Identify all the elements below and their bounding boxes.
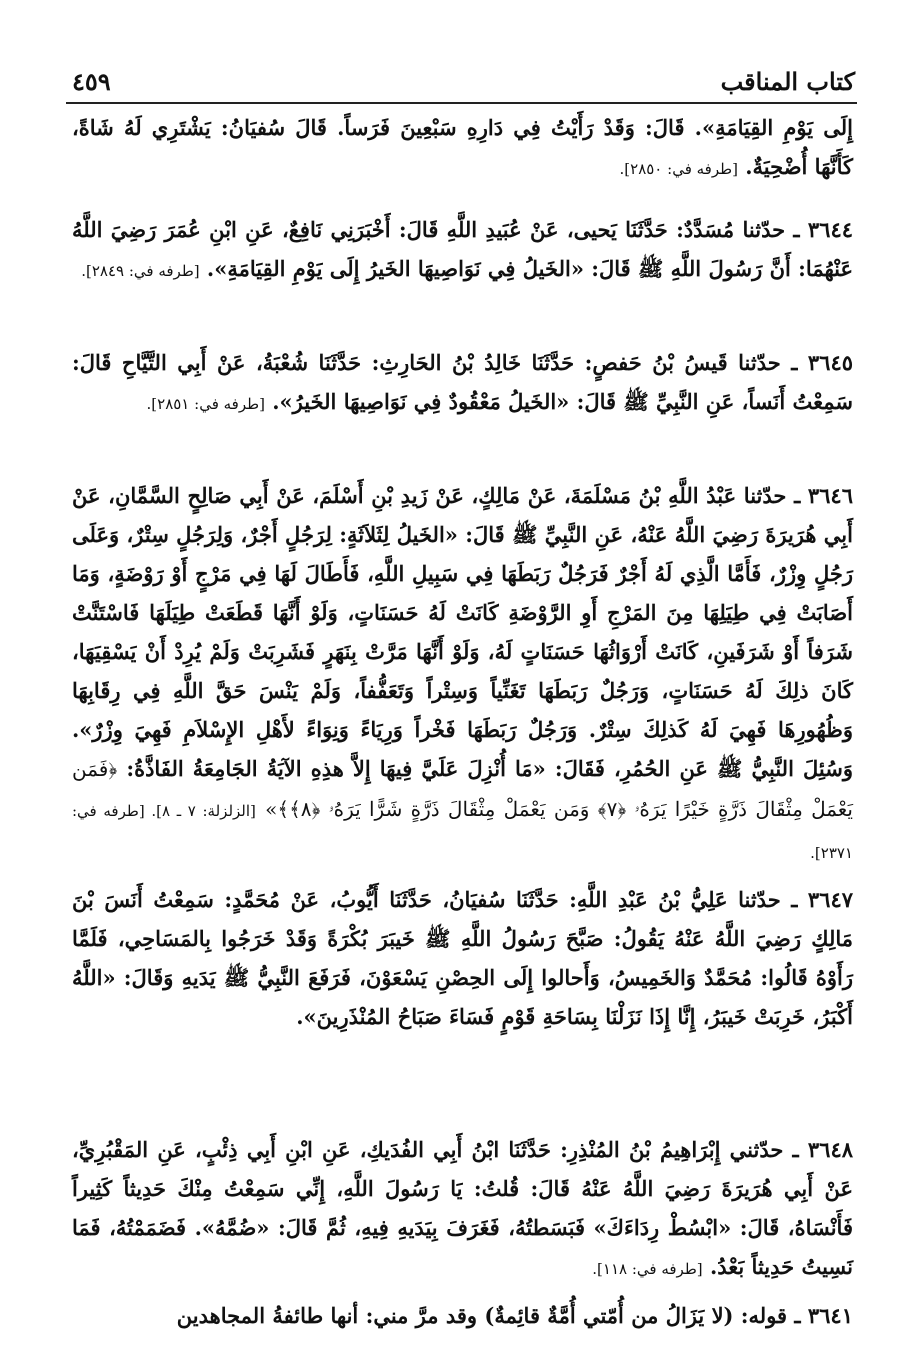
cross-reference: [طرفه في: ١١٨]. bbox=[592, 1260, 703, 1278]
hadith-number: ٣٦٤٨ ـ bbox=[792, 1137, 854, 1162]
paragraph-text: حدّثنا قَيسُ بْنُ حَفصٍ: حَدَّثَنَا خَالِدُ بْنُ الحَارِثِ: حَدَّثَنَا شُعْبَةُ، عَنْ أَبِي التَّيَّاحِ قَالَ: سَمِعْتُ أَنَساً، عَنِ النَّبِيِّ ﷺ قَالَ: «الخَيلُ مَعْقُودٌ فِي نَوَاصِيهَا الخَيرُ». bbox=[72, 350, 853, 414]
hadith-3646 bbox=[72, 476, 853, 866]
cross-reference: [طرفه في: ٢٨٤٩]. bbox=[81, 262, 200, 280]
cross-reference: [الزلزلة: ٧ ـ ٨]. [طرفه في: ٢٣٧١]. bbox=[72, 802, 853, 862]
hadith-3645 bbox=[72, 343, 853, 460]
cross-reference: [طرفه في: ٢٨٥٠]. bbox=[619, 160, 738, 178]
paragraph-text: حدّثنا عَبْدُ اللَّهِ بْنُ مَسْلَمَةَ، عَنْ مَالِكٍ، عَنْ زَيدِ بْنِ أَسْلَمَ، عَنْ أَبِي صَالِحٍ السَّمَّانِ، عَنْ أَبِي هُرَيرَةَ رَضِيَ اللَّهُ عَنْهُ، عَنِ النَّبِيِّ ﷺ قَالَ: «الخَيلُ لِثَلاَثَةٍ: لِرَجُلٍ أَجْرٌ، وَلِرَجُلٍ سِتْرٌ، وَعَلَى رَجُلٍ وِزْرٌ، فَأَمَّا الَّذِي لَهُ أَجْرٌ فَرَجُلٌ رَبَطَهَا فِي سَبِيلِ اللَّهِ، فَأَطَالَ لَهَا فِي مَرْجٍ أَوْ رَوْضَةٍ، وَمَا أَصَابَتْ فِي طِيَلِهَا مِنَ المَرْجِ أَوِ الرَّوْضَةِ كَانَتْ لَهُ حَسَنَاتٍ، وَلَوْ أَنَّهَا قَطَعَتْ طِيَلَهَا فَاسْتَنَّتْ شَرَفاً أَوْ شَرَفَينِ، كَانَتْ أَرْوَاثُهَا حَسَنَاتٍ لَهُ، وَلَوْ أَنَّهَا مَرَّتْ بِنَهَرٍ فَشَرِبَتْ وَلَمْ يُرِدْ أَنْ يَسْقِيَهَا، كَانَ ذلِكَ لَهُ حَسَنَاتٍ، وَرَجُلٌ رَبَطَهَا تَغَنِّياً وَسِتْراً وَتَعَفُّفاً، وَلَمْ يَنْسَ حَقَّ اللَّهِ فِي رِقَابِهَا وَظُهُورِهَا فَهِيَ لَهُ كَذلِكَ سِتْرٌ. وَرَجُلٌ رَبَطَهَا فَخْراً وَرِيَاءً وَنِوَاءً لأَهْلِ الإِسْلاَمِ فَهِيَ وِزْرٌ». وَسُئِلَ النَّبِيُّ ﷺ عَنِ الحُمُرِ، فَقَالَ: «مَا أُنْزِلَ عَلَيَّ فِيهَا إِلاَّ هذِهِ الآيَةُ الجَامِعَةُ الفَاذَّةُ: bbox=[72, 483, 853, 781]
commentary-text: قوله: (لا يَزَالُ من أُمّتي أُمَّةٌ قائِمةٌ) وقد مرَّ مني: أنها طائفةُ المجاهدين bbox=[176, 1303, 788, 1328]
paragraph-text: حدّثنا مُسَدَّدٌ: حَدَّثَنَا يَحيى، عَنْ عُبَيدِ اللَّهِ قَالَ: أَخْبَرَنِي نَافِعٌ، عَنِ ابْنِ عُمَرَ رَضِيَ اللَّهُ عَنْهُمَا: أَنَّ رَسُولَ اللَّهِ ﷺ قَالَ: «الخَيلُ فِي نَوَاصِيهَا الخَيرُ إِلَى يَوْمِ القِيَامَةِ». bbox=[72, 217, 853, 281]
page-header bbox=[72, 58, 855, 96]
paragraph-text: حدّثني إِبْرَاهِيمُ بْنُ المُنْذِرِ: حَدَّثَنَا ابْنُ أَبِي الفُدَيكِ، عَنِ ابْنِ أَبِي ذِئْبٍ، عَنِ المَقْبُرِيِّ، عَنْ أَبِي هُرَيرَةَ رَضِيَ اللَّهُ عَنْهُ قَالَ: قُلتُ: يَا رَسُولَ اللَّهِ، إِنِّي سَمِعْتُ مِنْكَ حَدِيثاً كَثِيراً فَأَنْسَاهُ، قَالَ: «ابْسُطْ رِدَاءَكَ» فَبَسَطتُهُ، فَغَرَفَ بِيَدَيهِ فِيهِ، ثُمَّ قَالَ: «ضُمَّهُ». فَضَمَمْتُهُ، فَمَا نَسِيتُ حَدِيثاً بَعْدُ. bbox=[72, 1137, 853, 1279]
page-body bbox=[72, 108, 853, 1336]
book-title: كتاب المناقب bbox=[720, 67, 855, 96]
hadith-number: ٣٦٤٦ ـ bbox=[794, 483, 853, 508]
header-rule bbox=[66, 102, 857, 104]
hadith-3647 bbox=[72, 880, 853, 1114]
hadith-number: ٣٦٤٤ ـ bbox=[793, 217, 854, 242]
hadith-3644 bbox=[72, 210, 853, 327]
paragraph-text: حدّثنا عَلِيُّ بْنُ عَبْدِ اللَّهِ: حَدَّثَنَا سُفيَانُ، حَدَّثَنَا أَيُّوبُ، عَنْ مُحَمَّدٍ: سَمِعْتُ أَنَسَ بْنَ مَالِكٍ رَضِيَ اللَّهُ عَنْهُ يَقُولُ: صَبَّحَ رَسُولُ اللَّهِ ﷺ خَيبَرَ بُكْرَةً وَقَدْ خَرَجُوا بِالمَسَاحِي، فَلَمَّا رَأَوْهُ قَالُوا: مُحَمَّدٌ وَالخَمِيسُ، وَأَحالوا إِلَى الحِصْنِ يَسْعَوْنَ، فَرَفَعَ النَّبِيُّ ﷺ يَدَيهِ وَقَالَ: «اللَّهُ أَكْبَرُ، خَرِبَتْ خَيبَرُ، إِنَّا إِذَا نَزَلْنَا بِسَاحَةِ قَوْمٍ فَسَاءَ صَبَاحُ المُنْذَرِينَ». bbox=[72, 887, 853, 1029]
paragraph-text: إِلَى يَوْمِ القِيَامَةِ». قَالَ: وَقَدْ رَأَيْتُ فِي دَارِهِ سَبْعِينَ فَرَساً. قَالَ سُفيَانُ: يَشْتَرِي لَهُ شَاةً، كَأَنَّهَا أُضْحِيَةٌ. bbox=[72, 115, 853, 179]
hadith-number: ٣٦٤٥ ـ bbox=[791, 350, 854, 375]
commentary-3641 bbox=[72, 1296, 853, 1336]
cross-reference: [طرفه في: ٢٨٥١]. bbox=[146, 395, 265, 413]
hadith-number: ٣٦٤٧ ـ bbox=[791, 887, 854, 912]
quran-verse: ﴿فَمَن يَعْمَلْ مِثْقَالَ ذَرَّةٍ خَيْرًا يَرَهُۥ ﴿٧﴾ وَمَن يَعْمَلْ مِثْقَالَ ذَرَّةٍ شَرًّا يَرَهُۥ ﴿٨﴾﴾» bbox=[72, 757, 853, 821]
continued-hadith-paragraph bbox=[72, 108, 853, 194]
commentary-number: ٣٦٤١ ـ bbox=[794, 1303, 853, 1328]
page-number: ٤٥٩ bbox=[72, 67, 111, 96]
hadith-3648 bbox=[72, 1130, 853, 1286]
